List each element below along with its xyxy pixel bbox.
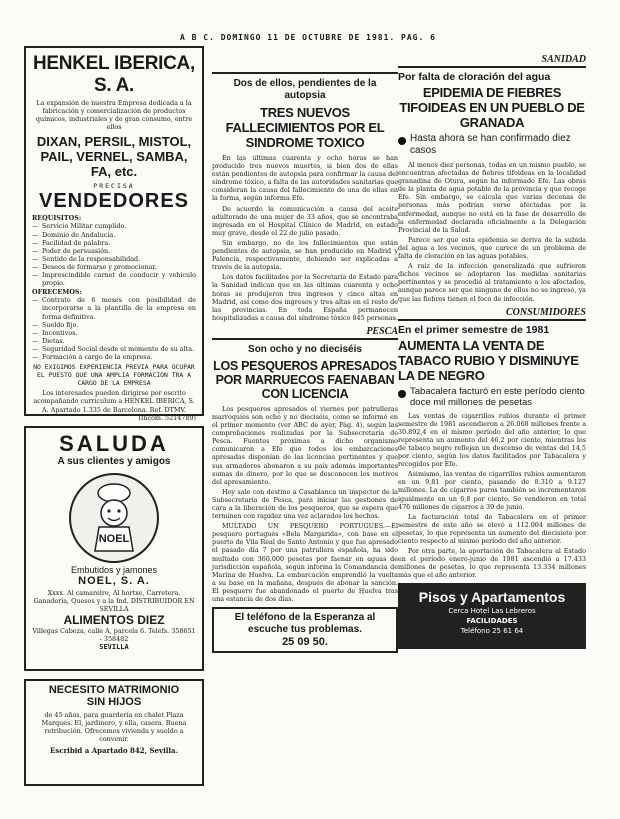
- consumidores-section-tag: CONSUMIDORES: [398, 307, 586, 321]
- sanidad-section-tag: SANIDAD: [398, 54, 586, 68]
- story-a-para: En las últimas cuarenta y ocho horas se han producido tres nuevos muertes, si bien dos de ellas están pendientes de autopsia para confirmar la causa del síndrome tóxico, a falta de las autoridades sanitarias que consideran la causa del fallecimiento de una de ellas en la forma, según informa Efe.: [212, 154, 398, 203]
- story-a-headline: TRES NUEVOS FALLECIMIENTOS POR EL SINDROME TOXICO: [225, 105, 385, 150]
- story-c-para: A raíz de la infección generalizada que sufrieron dichos vecinos se adoptaron las medidas sanitarias pertinentes y se procedió al tratamiento a los afectados, aunque parece ser que ninguno de ellos no se ingresó, ya que las fiebres tienen el foco de infección.: [398, 262, 586, 303]
- saluda-ad: [24, 426, 204, 671]
- saluda-product: Embutidos y jamones: [70, 565, 158, 575]
- right-column: [398, 46, 586, 649]
- requisito-item: — Deseos de formarse y promocionar.: [32, 263, 196, 271]
- henkel-title: HENKEL IBERICA, S. A.: [33, 53, 195, 96]
- ofrecemos-item: — Seguridad Social desde el momento de su alta.: [32, 345, 196, 353]
- pisos-title: Pisos y Apartamentos: [418, 589, 566, 606]
- story-a-top-rule: [212, 72, 398, 74]
- ofrecemos-item: — Dietas.: [32, 337, 196, 345]
- henkel-noexp: NO EXIGIMOS EXPERIENCIA PREVIA PARA OCUPAR EL PUESTO QUE UNA AMPLIA FORMACION TRA A CARGO DE LA EMPRESA: [33, 363, 195, 388]
- middle-column: [212, 46, 398, 653]
- henkel-intro: La expansión de nuestra Empresa dedicada a la fabricación y comercialización de productos químicos, industriales y de gran consumo, entre ellos: [35, 99, 193, 132]
- saluda-sub: A sus clientes y amigos: [57, 456, 171, 467]
- story-c-headline: EPIDEMIA DE FIEBRES TIFOIDEAS EN UN PUEBLO DE GRANADA: [399, 85, 585, 130]
- pisos-line1: Cerca Hotel Las Lebreros: [448, 607, 536, 616]
- story-a-body: [212, 154, 398, 322]
- story-b-para: Hoy sale con destino a Casablanca un inspector de la Subsecretaría de Pesca, para iniciar las gestiones de cara a la liberación de los pesqueros, que se espera que terminen con rapidez una vez aclarados los hechos.: [212, 487, 398, 521]
- story-c-bullet: [398, 133, 586, 157]
- pisos-ad: [398, 583, 586, 649]
- bullet-dot-icon: [398, 137, 406, 145]
- requisito-item: — Servicio Militar cumplido.: [32, 222, 196, 230]
- story-d-bullet-text: Tabacalera facturó en este período ciento doce mil millones de pesetas: [410, 385, 585, 408]
- story-a-para: Los datos facilitados por la Secretaría de Estado para la Sanidad indican que en las últimas cuarenta y ocho horas se produjeron tres ingresos y cinco altas en Madrid, así como dos ingresos y tres altas en el resto de las provincias. En toda España permanecen hospitalizadas a causa del síndrome tóxico 845 personas.: [212, 273, 398, 322]
- esperanza-phone: 25 09 50.: [282, 636, 328, 649]
- bullet-dot-icon: [398, 390, 406, 398]
- saluda-address: Xxxx. Al camareiro, Al hortxe, Carretera. Ganadería, Quesos y a la Ind. DISTRIBUIDOR EN SEVILLA: [33, 589, 195, 614]
- matrimonio-contact: Escribid a Apartado 842, Sevilla.: [49, 746, 179, 756]
- requisito-item: — Dominio de Andalucía.: [32, 231, 196, 239]
- story-a-para: Sin embargo, no de los fallecimientos que están pendientes de autopsia, se han producido en Madrid y Palencia, respectivamente, debiendo ser explicadas a través de la autopsia.: [212, 238, 398, 272]
- henkel-ad: [24, 46, 204, 422]
- story-b-body: [212, 405, 398, 603]
- story-d-headline: AUMENTA LA VENTA DE TABACO RUBIO Y DISMINUYE LA DE NEGRO: [398, 337, 579, 383]
- pisos-phone: Teléfono 25 61 64: [460, 627, 524, 636]
- ofrecemos-item: — Contrato de 6 meses con posibilidad de incorporarse a la plantilla de la empresa en forma definitiva.: [32, 296, 196, 320]
- story-d-bullet: [398, 386, 586, 408]
- saluda-company: NOEL, S. A.: [78, 575, 150, 587]
- henkel-brands: DIXAN, PERSIL, MISTOL, PAIL, VERNEL, SAMBA, FA, etc.: [36, 134, 192, 180]
- matrimonio-ad: [24, 679, 204, 786]
- henkel-vendedores: VENDEDORES: [38, 190, 190, 213]
- story-a-kicker: Dos de ellos, pendientes de la autopsia: [233, 78, 377, 101]
- story-c-bullet-text: Hasta ahora se han confirmado diez casos: [410, 133, 571, 156]
- story-d-para: Asimismo, las ventas de cigarrillos rubios aumentaron en un 9,81 por ciento, pasando de 8.310 a 9.127 millones. La de cigarros puros también se incrementaron igualmente en un 6,8 por ciento. Se vendieron en total 476 millones de cigarros a 39 de junio.: [398, 470, 586, 511]
- story-d-body: [398, 412, 586, 580]
- requisito-item: — Sentido de la responsabilidad.: [32, 255, 196, 263]
- story-c-para: Parece ser que esta epidemia se deriva de la subida del agua a los vecinos, que carece de un problema de falta de cloración en las aguas potables.: [398, 235, 586, 261]
- story-d-para: La facturación total de Tabacalera en el primer semestre de este año se elevó a 112.004 millones de pesetas, lo que representa un aumento del diecisiete por ciento respecto al mismo período del año anterior.: [398, 512, 586, 545]
- ofrecemos-item: — Formación a cargo de la empresa.: [32, 353, 196, 361]
- requisito-item: — Poder de persuasión.: [32, 247, 196, 255]
- story-b-para: Los pesqueros apresados el viernes por patrulleras marroquíes son ocho y no dieciséis, como se informó en el primer momento (ver ABC de ayer, Pág. 4), según las comprobaciones realizadas por la Subsecretaría de Pesca. Fuentes próximas a dicho organismo comunicaron a Efe que todos los embarcaciones apresadas disponían de las licencias pertinentes y que sus armadores abonaron a su país además importantes sumas de dinero, por lo que se desconocen los motivos del apresamiento.: [212, 404, 398, 486]
- page-header: A B C. DOMINGO 11 DE OCTUBRE DE 1981. PAG. 6: [180, 33, 436, 42]
- ofrecemos-item: — Incentivos.: [32, 329, 196, 337]
- henkel-requisitos: [32, 214, 196, 421]
- noel-logo-text: NOEL: [98, 533, 130, 545]
- noel-chef-icon: [71, 475, 157, 561]
- henkel-ref: (Incom. 5214789): [138, 413, 196, 422]
- pesca-section-tag: PESCA: [212, 326, 398, 340]
- esperanza-ad: [212, 607, 398, 653]
- story-a-para: De acuerdo la comunicación a causa del aceite adulterado de una mujer de 33 años, que se encontraba ingresada en el Hospital Clínico de Madrid, en estado muy grave, desde el 22 de julio pasado.: [212, 204, 398, 237]
- ofrecemos-label: OFRECEMOS:: [32, 288, 82, 297]
- requisitos-label: REQUISITOS:: [32, 214, 82, 223]
- noel-logo: [69, 473, 159, 563]
- saluda-title: SALUDA: [59, 431, 169, 456]
- matrimonio-title: NECESITO MATRIMONIO: [48, 684, 180, 696]
- story-b-para: MULTADO UN PESQUERO PORTUGUES.—El pesquero portugués «Bela Margarida», con base en el puerto de Vila Real de Santo Antonio y que fue apresado el pasado día 7 por una patrullera española, ha sido multado con 360.000 pesetas por faenar en aguas de jurisdicción española, según informa la Comandancia de Marina de Huelva. La embarcación emprendió la vuelta a su base en la mañana, después de abonar la sanción. El pesquero fue abandonado el puerto de Huelva tras una estancia de dos días.: [212, 522, 398, 604]
- left-column: [24, 46, 204, 786]
- esperanza-text: El teléfono de la Esperanza al escuche tus problemas.: [234, 612, 376, 636]
- story-b-kicker: Son ocho y no dieciséis: [248, 343, 362, 355]
- henkel-contact: Los interesados pueden dirigirse por escrito acompañando curriculum a HENKEL IBERICA, S. A. Apartado 1.335 de Barcelona. Ref. DTMV.: [33, 389, 195, 414]
- requisito-item: — Facilidad de palabra.: [32, 239, 196, 247]
- story-c-kicker: Por falta de cloración del agua: [398, 71, 551, 83]
- matrimonio-body: de 45 años, para guardería en chalet Plaza Marqués. El, jardinero, y ella, casera. Buena retribución. Ofrecemos vivienda y sueldo a convenir.: [41, 711, 187, 744]
- matrimonio-subtitle: SIN HIJOS: [86, 696, 142, 708]
- story-c-para: Al menos diez personas, todas en un mismo pueblo, se encuentran afectadas de fiebres tifoideas en la localidad granadina de Otura, según ha informado Efe. Las obras de la planta de agua potable de la provincia y que recoge Efe. Sin embargo, se calcula que varias decenas de personas más podrían verse afectadas por la enfermedad, aunque no está en la fase de desarrollo de la enfermedad declarada oficialmente a la Delegación Provincial de la Salud.: [398, 161, 586, 234]
- saluda-distributor-address: Villegas Cabeza, calle A, parcela 6. Teléfs. 358651 - 358482: [32, 627, 196, 644]
- pisos-line2: FACILIDADES: [466, 617, 518, 626]
- story-b-headline: LOS PESQUEROS APRESADOS POR MARRUECOS FAENABAN CON LICENCIA: [213, 358, 397, 401]
- ofrecemos-item: — Sueldo fijo.: [32, 321, 196, 329]
- saluda-city: SEVILLA: [99, 643, 129, 652]
- story-d-para: Las ventas de cigarrillos rubios durante el primer semestre de 1981 ascendieron a 26.068 millones frente a 30.892,4 en el mismo período del año anterior, lo que representa un aumento del 46,2 por ciento, mientras los de tabaco negro reflejan un descenso de ventas del 14,5 por ciento, según los datos facilitados por Tabacalera y recogidos por Efe.: [398, 411, 586, 469]
- story-d-kicker: En el primer semestre de 1981: [398, 323, 550, 336]
- story-d-para: Por otra parte, la aportación de Tabacalera al Estado en el período enero-junio de 1981 ascendió a 17.433 millones de pesetas, lo que representa 13.334 millones más que el año anterior.: [398, 547, 586, 580]
- requisito-item: — Imprescindible carnet de conducir y vehículo propio.: [32, 271, 196, 287]
- story-c-body: [398, 161, 586, 303]
- saluda-distributor: ALIMENTOS DIEZ: [63, 613, 165, 628]
- henkel-precisa: PRECISA: [93, 182, 135, 191]
